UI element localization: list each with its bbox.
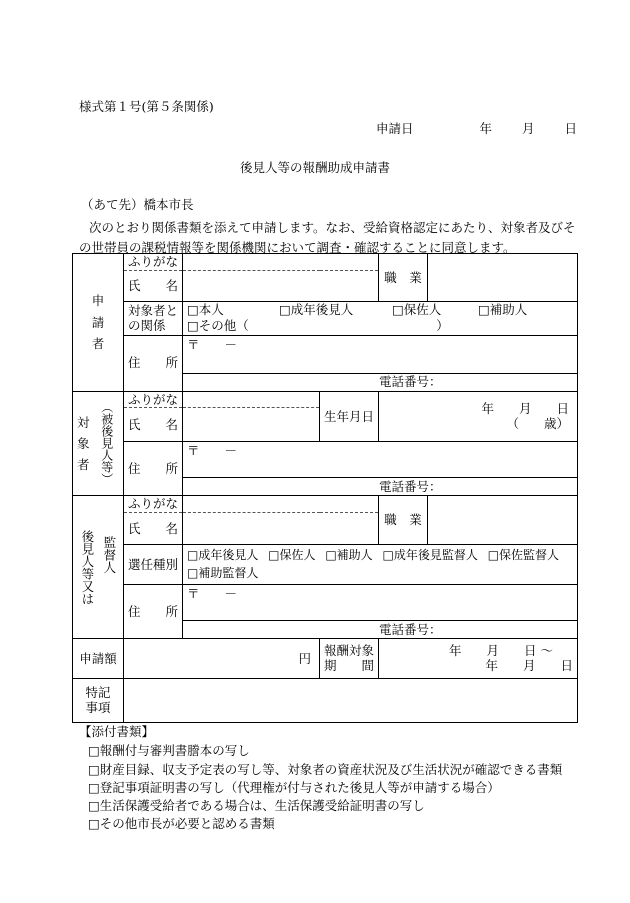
guardian-type-options <box>183 544 578 584</box>
date-label: 申請日 <box>376 121 414 136</box>
applicant-occupation-label: 職 業 <box>379 254 428 302</box>
type-assistant-supervisor-checkbox[interactable]: □補助監督人 <box>187 566 259 581</box>
intro-line-1: 次のとおり関係書類を添えて申請します。なお、受給資格認定にあたり、対象者及びそ <box>89 220 576 235</box>
guardian-furigana-input[interactable] <box>183 496 379 513</box>
applicant-section-label: 申 請 者 <box>73 254 124 392</box>
subject-furigana-label: ふりがな <box>124 391 183 408</box>
applicant-relation-label: 対象者との関係 <box>124 301 183 335</box>
remarks-input[interactable] <box>124 678 578 722</box>
amount-input[interactable] <box>124 638 320 678</box>
guardian-address-label: 住 所 <box>124 584 183 638</box>
day-label: 日 <box>564 121 577 136</box>
relation-curator-checkbox[interactable]: □保佐人 <box>391 302 442 318</box>
attachment-item[interactable]: □生活保護受給者である場合は、生活保護受給証明書の写し <box>88 798 425 813</box>
guardian-phone-label: 電話番号： <box>183 620 578 638</box>
period-label: 報酬対象 期 間 <box>320 638 379 678</box>
guardian-postal-code[interactable]: 〒 － <box>183 584 578 620</box>
attachment-item[interactable]: □登記事項証明書の写し（代理権が付与された後見人等が申請する場合） <box>88 780 500 795</box>
birth-date-input[interactable]: 年 月 日 （ 歳） <box>379 391 578 442</box>
guardian-occupation-label: 職 業 <box>379 496 428 545</box>
birth-date-label: 生年月日 <box>320 391 379 442</box>
applicant-postal-code[interactable]: 〒 － <box>183 335 578 373</box>
applicant-name-input[interactable] <box>183 270 379 301</box>
year-label: 年 <box>479 121 492 136</box>
applicant-address-label: 住 所 <box>124 335 183 391</box>
attachment-item[interactable]: □報酬付与審判書謄本の写し <box>88 743 250 758</box>
period-input[interactable]: 年 月 日 ～ 年 月 日 <box>379 638 578 678</box>
applicant-furigana-label: ふりがな <box>124 254 183 271</box>
applicant-occupation-input[interactable] <box>428 254 578 302</box>
relation-self-checkbox[interactable]: □本人 <box>187 302 224 318</box>
type-guardian-checkbox[interactable]: □成年後見人 <box>187 548 259 563</box>
guardian-section-label: 後見人等又は 監督人 <box>73 496 124 639</box>
subject-name-input[interactable] <box>183 408 320 442</box>
guardian-type-label: 選任種別 <box>124 544 183 584</box>
applicant-relation-options <box>183 301 578 335</box>
application-date <box>376 119 577 137</box>
subject-phone-label: 電話番号： <box>183 478 578 496</box>
subject-address-label: 住 所 <box>124 442 183 496</box>
type-assistant-checkbox[interactable]: □補助人 <box>325 548 373 563</box>
type-curator-checkbox[interactable]: □保佐人 <box>268 548 316 563</box>
relation-guardian-checkbox[interactable]: □成年後見人 <box>278 302 354 318</box>
application-form-table <box>72 253 578 723</box>
type-curator-supervisor-checkbox[interactable]: □保佐監督人 <box>487 548 560 563</box>
amount-label: 申請額 <box>73 638 124 678</box>
intro-line-2: の世帯員の課税情報等を関係機関において調査・確認することに同意します。 <box>79 240 516 255</box>
document-title: 後見人等の報酬助成申請書 <box>239 160 390 175</box>
remarks-label: 特記 事項 <box>73 678 124 722</box>
attachment-item[interactable]: □財産目録、収支予定表の写し等、対象者の資産状況及び生活状況が確認できる書類 <box>88 762 563 777</box>
applicant-phone-label: 電話番号： <box>183 373 578 391</box>
attachment-item[interactable]: □その他市長が必要と認める書類 <box>88 816 275 831</box>
form-id: 様式第１号(第５条関係) <box>79 99 214 114</box>
attachments-heading: 【添付書類】 <box>79 724 155 739</box>
addressee: （あて先）橋本市長 <box>81 197 194 212</box>
yen-unit: 円 <box>298 650 311 666</box>
guardian-furigana-label: ふりがな <box>124 496 183 513</box>
subject-furigana-input[interactable] <box>183 391 320 408</box>
relation-assistant-checkbox[interactable]: □補助人 <box>477 302 528 318</box>
relation-other-checkbox[interactable]: □その他（ ） <box>187 318 449 334</box>
applicant-name-label: 氏 名 <box>124 270 183 301</box>
subject-postal-code[interactable]: 〒 － <box>183 442 578 478</box>
subject-section-label: 対 象 者 （被後見人等） <box>73 391 124 496</box>
type-guardian-supervisor-checkbox[interactable]: □成年後見監督人 <box>382 548 478 563</box>
guardian-occupation-input[interactable] <box>428 496 578 545</box>
month-label: 月 <box>521 121 535 136</box>
subject-name-label: 氏 名 <box>124 408 183 442</box>
guardian-name-input[interactable] <box>183 512 379 544</box>
guardian-name-label: 氏 名 <box>124 512 183 544</box>
applicant-furigana-input[interactable] <box>183 254 379 271</box>
